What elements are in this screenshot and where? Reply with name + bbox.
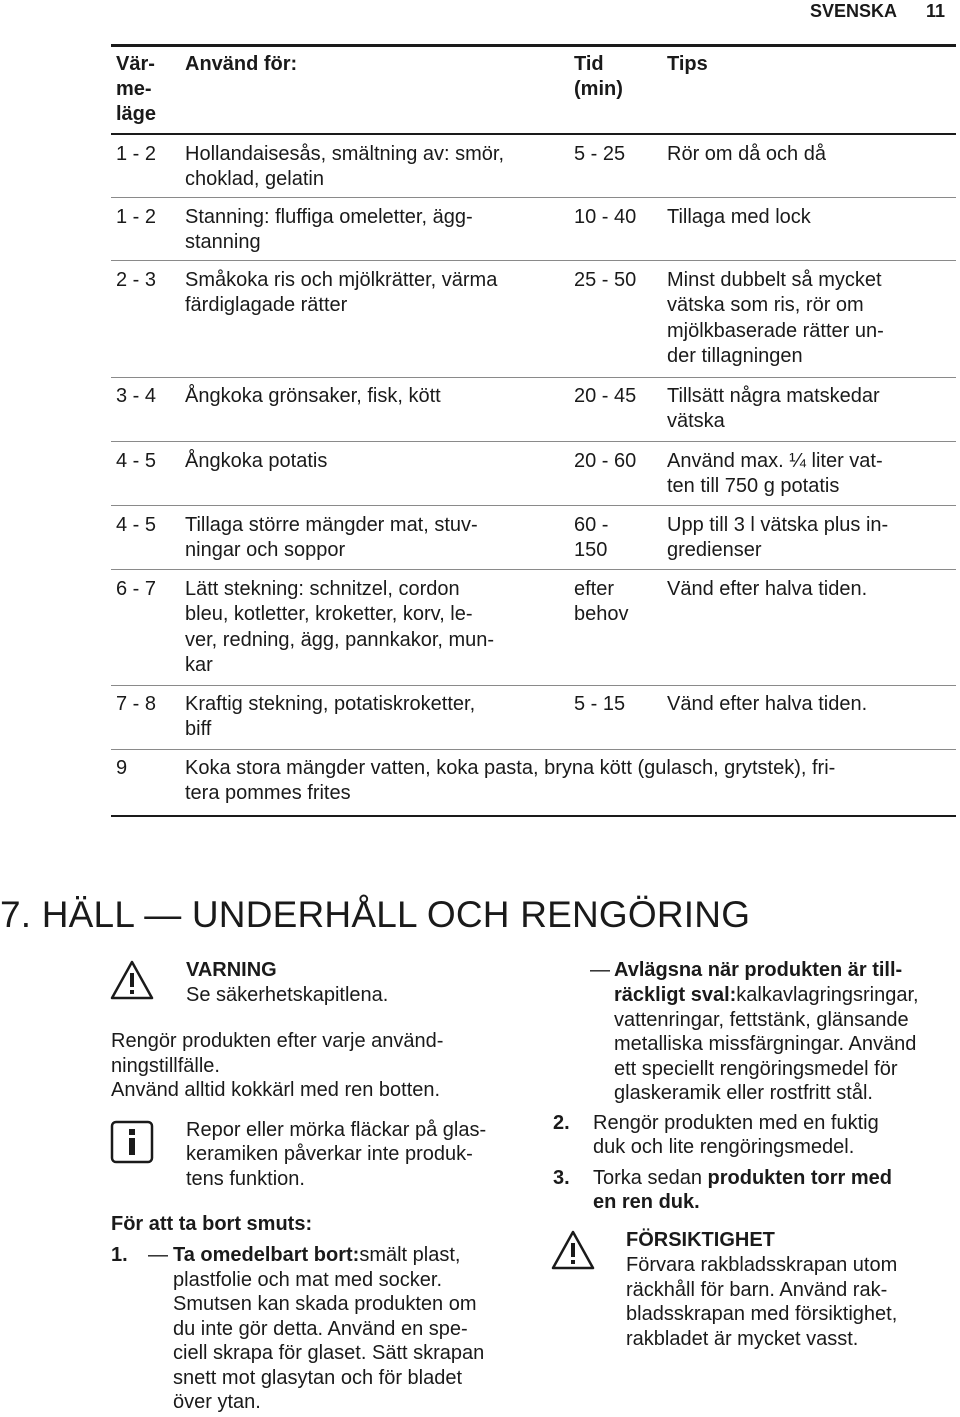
cell-heat: 2 - 3 bbox=[116, 269, 157, 291]
cell-line: 25 - 50 bbox=[574, 269, 637, 291]
cell-tips bbox=[667, 205, 811, 230]
info-icon bbox=[110, 1120, 154, 1164]
step-3-plain: Torka sedan bbox=[593, 1167, 708, 1189]
remove-dirt-heading: För att ta bort smuts: bbox=[111, 1213, 313, 1235]
cell-line: 60 - bbox=[574, 514, 609, 536]
cell-tips bbox=[667, 577, 867, 602]
cell-time bbox=[574, 268, 636, 293]
step-1-line: plastfolie och mat med socker. bbox=[173, 1269, 443, 1291]
header-language: SVENSKA bbox=[810, 1, 898, 21]
cell-line: efter bbox=[574, 578, 615, 600]
right-rest-inline: kalkavlagringsringar, bbox=[736, 984, 919, 1006]
cell-line: ten till 750 g potatis bbox=[667, 475, 840, 498]
cell-line: Tillaga med lock bbox=[667, 206, 811, 228]
cell-line: Koka stora mängder vatten, koka pasta, bryna kött (gulasch, grytstek), fri- bbox=[185, 757, 836, 779]
right-bold-inline: räckligt sval: bbox=[614, 984, 737, 1006]
right-line: glaskeramik eller rostfritt stål. bbox=[614, 1082, 873, 1104]
step-1-bold: Ta omedelbart bort: bbox=[173, 1244, 360, 1266]
step-3-line-bold: en ren duk. bbox=[593, 1191, 700, 1213]
cell-use bbox=[185, 449, 327, 474]
cell-line: 20 - 45 bbox=[574, 385, 637, 407]
step-1-line: snett mot glasytan och för bladet bbox=[173, 1367, 463, 1389]
cell-line: Upp till 3 l vätska plus in- bbox=[667, 514, 889, 536]
cell-line: der tillagningen bbox=[667, 344, 803, 367]
right-bold-line: Avlägsna när produkten är till- bbox=[614, 959, 903, 981]
cell-heat: 1 - 2 bbox=[116, 143, 157, 165]
header-use: Använd för: bbox=[185, 53, 298, 75]
step-1-line: över ytan. bbox=[173, 1391, 261, 1413]
cell-line: tera pommes frites bbox=[185, 782, 351, 805]
row-divider bbox=[111, 749, 956, 750]
cell-line: Tillaga större mängder mat, stuv- bbox=[185, 514, 478, 536]
cell-line: ningar och soppor bbox=[185, 539, 346, 562]
caution-line: räckhåll för barn. Använd rak- bbox=[626, 1279, 888, 1301]
step-1-line: Smutsen kan skada produkten om bbox=[173, 1293, 477, 1315]
cell-time bbox=[574, 692, 625, 717]
cell-line: 20 - 60 bbox=[574, 450, 637, 472]
cell-line: 5 - 25 bbox=[574, 143, 626, 165]
step-3-number: 3. bbox=[553, 1167, 570, 1189]
step-1-rest: smält plast, bbox=[359, 1244, 461, 1266]
info-line: tens funktion. bbox=[186, 1168, 305, 1190]
cell-tips bbox=[667, 449, 883, 500]
step-1-dash: — bbox=[148, 1244, 168, 1266]
caution-line: bladsskrapan med försiktighet, bbox=[626, 1303, 898, 1325]
header-heat bbox=[116, 52, 156, 127]
cell-line: Småkoka ris och mjölkrätter, värma bbox=[185, 269, 498, 291]
table-header-rule bbox=[111, 133, 956, 135]
warning-text: Se säkerhetskapitlena. bbox=[186, 984, 389, 1006]
row-divider bbox=[111, 441, 956, 442]
right-mixed-line bbox=[614, 983, 919, 1008]
paragraph-line: Använd alltid kokkärl med ren botten. bbox=[111, 1079, 441, 1101]
cell-line: 150 bbox=[574, 539, 608, 562]
cell-tips bbox=[667, 384, 880, 435]
info-line: keramiken påverkar inte produk- bbox=[186, 1143, 473, 1165]
cell-time bbox=[574, 384, 636, 409]
cell-line: 5 - 15 bbox=[574, 693, 626, 715]
cell-tips bbox=[667, 142, 826, 167]
cell-line: Stanning: fluffiga omeletter, ägg- bbox=[185, 206, 473, 228]
cell-line: Vänd efter halva tiden. bbox=[667, 693, 868, 715]
cell-tips bbox=[667, 513, 888, 564]
warning-icon bbox=[110, 960, 154, 1000]
step-3-line bbox=[593, 1166, 892, 1191]
right-line: vattenringar, fettstänk, glänsande bbox=[614, 1009, 909, 1031]
header-time bbox=[574, 52, 623, 102]
cell-line: Kraftig stekning, potatiskroketter, bbox=[185, 693, 476, 715]
cell-line: mjölkbaserade rätter un- bbox=[667, 319, 884, 342]
right-line: metalliska missfärgningar. Använd bbox=[614, 1033, 917, 1055]
paragraph-line: Rengör produkten efter varje använd- bbox=[111, 1030, 444, 1052]
header-time-line: (min) bbox=[574, 78, 623, 100]
cell-use bbox=[185, 268, 497, 319]
cell-time bbox=[574, 142, 625, 167]
step-3-bold: produkten torr med bbox=[707, 1167, 892, 1189]
cell-line: Använd max. ¼ liter vat- bbox=[667, 450, 883, 472]
cell-line: choklad, gelatin bbox=[185, 168, 324, 191]
cell-time bbox=[574, 577, 629, 628]
row-divider bbox=[111, 260, 956, 261]
cell-line: biff bbox=[185, 718, 212, 741]
cell-line: Vänd efter halva tiden. bbox=[667, 578, 868, 600]
caution-line: rakbladet är mycket vasst. bbox=[626, 1328, 859, 1350]
cell-heat: 4 - 5 bbox=[116, 514, 157, 536]
header-heat-line: läge bbox=[116, 103, 157, 125]
step-1-first-line bbox=[173, 1243, 460, 1268]
cell-line: Lätt stekning: schnitzel, cordon bbox=[185, 578, 460, 600]
info-line: Repor eller mörka fläckar på glas- bbox=[186, 1119, 487, 1141]
row-divider bbox=[111, 377, 956, 378]
cell-heat: 6 - 7 bbox=[116, 578, 157, 600]
cell-heat: 7 - 8 bbox=[116, 693, 157, 715]
cell-heat: 3 - 4 bbox=[116, 385, 157, 407]
cell-time bbox=[574, 449, 636, 474]
cell-use bbox=[185, 384, 441, 409]
row-divider bbox=[111, 685, 956, 686]
row-divider bbox=[111, 505, 956, 506]
cell-line: gredienser bbox=[667, 539, 762, 562]
right-dash: — bbox=[590, 959, 610, 981]
cell-line: Hollandaisesås, smältning av: smör, bbox=[185, 143, 505, 165]
caution-icon bbox=[551, 1230, 595, 1270]
step-2-line: Rengör produkten med en fuktig bbox=[593, 1112, 879, 1134]
cell-line: Minst dubbelt så mycket bbox=[667, 269, 882, 291]
cell-line: vätska som ris, rör om bbox=[667, 294, 864, 317]
cell-use bbox=[185, 513, 478, 564]
page-number: 11 bbox=[926, 1, 946, 21]
cell-line: Ångkoka grönsaker, fisk, kött bbox=[185, 385, 441, 407]
row-divider bbox=[111, 569, 956, 570]
header-heat-line: me- bbox=[116, 78, 152, 100]
cell-tips bbox=[667, 268, 884, 369]
section-title: 7. HÄLL — UNDERHÅLL OCH RENGÖRING bbox=[0, 894, 751, 935]
table-top-rule bbox=[111, 44, 956, 47]
header-heat-line: Vär- bbox=[116, 53, 155, 75]
paragraph-line: ningstillfälle. bbox=[111, 1055, 220, 1077]
caution-line: Förvara rakbladsskrapan utom bbox=[626, 1254, 898, 1276]
warning-title: VARNING bbox=[186, 959, 277, 981]
cell-line: bleu, kotletter, kroketter, korv, le- bbox=[185, 603, 473, 626]
header-time-line: Tid bbox=[574, 53, 604, 75]
cell-heat: 1 - 2 bbox=[116, 206, 157, 228]
step-1-line: ciell skrapa för glaset. Sätt skrapan bbox=[173, 1342, 485, 1364]
step-2-number: 2. bbox=[553, 1112, 570, 1134]
header-tips: Tips bbox=[667, 53, 708, 75]
cell-line: färdiglagade rätter bbox=[185, 294, 348, 317]
cell-line: ver, redning, ägg, pannkakor, mun- bbox=[185, 628, 495, 651]
cell-line: stanning bbox=[185, 231, 261, 254]
cell-heat: 9 bbox=[116, 757, 128, 779]
cell-time bbox=[574, 513, 608, 564]
caution-title: FÖRSIKTIGHET bbox=[626, 1229, 775, 1251]
table-bottom-rule bbox=[111, 815, 956, 817]
cell-line: behov bbox=[574, 603, 629, 626]
cell-tips bbox=[667, 692, 867, 717]
cell-use bbox=[185, 205, 473, 256]
cell-line: vätska bbox=[667, 410, 725, 433]
step-1-number: 1. bbox=[111, 1244, 128, 1266]
cell-use bbox=[185, 142, 504, 193]
cell-line: Tillsätt några matskedar bbox=[667, 385, 880, 407]
cell-line: 10 - 40 bbox=[574, 206, 637, 228]
cell-use bbox=[185, 577, 494, 678]
cell-line: Ångkoka potatis bbox=[185, 450, 328, 472]
step-1-line: du inte gör detta. Använd en spe- bbox=[173, 1318, 468, 1340]
right-line: ett speciellt rengöringsmedel för bbox=[614, 1058, 898, 1080]
cell-line: kar bbox=[185, 653, 213, 676]
cell-time bbox=[574, 205, 636, 230]
cell-use bbox=[185, 692, 475, 743]
cell-line: Rör om då och då bbox=[667, 143, 826, 165]
row-divider bbox=[111, 197, 956, 198]
cell-heat: 4 - 5 bbox=[116, 450, 157, 472]
step-2-line: duk och lite rengöringsmedel. bbox=[593, 1136, 855, 1158]
cell-use bbox=[185, 756, 835, 807]
